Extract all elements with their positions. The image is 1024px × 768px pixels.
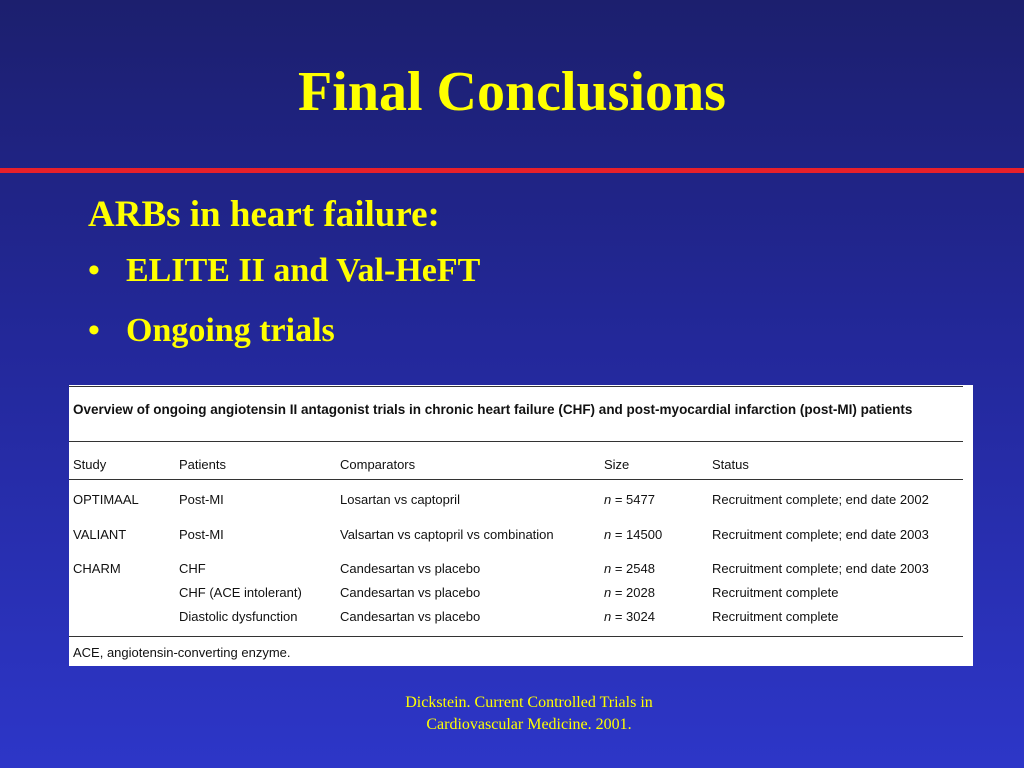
section-heading: ARBs in heart failure: bbox=[88, 194, 440, 235]
cell-size-n: n bbox=[604, 585, 612, 600]
cell-size-n: n bbox=[604, 561, 612, 576]
cell-size bbox=[604, 609, 655, 625]
cell-size-value: = 14500 bbox=[611, 527, 663, 542]
trials-table bbox=[69, 385, 973, 666]
table-footnote: ACE, angiotensin-converting enzyme. bbox=[73, 645, 291, 660]
cell-comparators: Candesartan vs placebo bbox=[340, 561, 481, 576]
cell-size-n: n bbox=[604, 609, 612, 624]
cell-study: OPTIMAAL bbox=[73, 492, 139, 507]
cell-patients: Post-MI bbox=[179, 492, 224, 507]
table-caption: Overview of ongoing angiotensin II antagonist trials in chronic heart failure (CHF) and post-myocardial infarction (post-MI) patients bbox=[73, 402, 913, 417]
cell-size bbox=[604, 585, 655, 601]
bullet-item bbox=[88, 250, 480, 292]
cell-study: CHARM bbox=[73, 561, 121, 576]
table-top-rule bbox=[69, 386, 963, 387]
cell-comparators: Candesartan vs placebo bbox=[340, 585, 481, 600]
bullet-text: Ongoing trials bbox=[126, 312, 335, 349]
cell-comparators: Candesartan vs placebo bbox=[340, 609, 481, 624]
cell-status: Recruitment complete; end date 2002 bbox=[712, 492, 929, 507]
bullet-marker: • bbox=[88, 252, 100, 289]
cell-size-value: = 2028 bbox=[611, 585, 655, 600]
title-divider bbox=[0, 168, 1024, 173]
cell-patients: CHF bbox=[179, 561, 206, 576]
citation-line: Cardiovascular Medicine. 2001. bbox=[426, 716, 632, 733]
cell-status: Recruitment complete; end date 2003 bbox=[712, 527, 929, 542]
cell-study: VALIANT bbox=[73, 527, 127, 542]
bullet-list bbox=[88, 250, 480, 370]
cell-size bbox=[604, 561, 655, 577]
table-bottom-rule bbox=[69, 636, 963, 637]
cell-size-n: n bbox=[604, 527, 612, 542]
table-header-rule bbox=[69, 479, 963, 480]
cell-size-value: = 5477 bbox=[611, 492, 655, 507]
cell-comparators: Valsartan vs captopril vs combination bbox=[340, 527, 554, 542]
bullet-item bbox=[88, 310, 480, 352]
header-patients: Patients bbox=[179, 457, 226, 472]
header-study: Study bbox=[73, 457, 107, 472]
citation bbox=[329, 692, 729, 736]
bullet-marker: • bbox=[88, 312, 100, 349]
cell-patients: Diastolic dysfunction bbox=[179, 609, 298, 624]
header-comparators: Comparators bbox=[340, 457, 416, 472]
cell-size-value: = 3024 bbox=[611, 609, 655, 624]
cell-status: Recruitment complete bbox=[712, 585, 839, 600]
cell-size-n: n bbox=[604, 492, 612, 507]
cell-size bbox=[604, 492, 655, 508]
cell-status: Recruitment complete bbox=[712, 609, 839, 624]
table-caption-rule bbox=[69, 441, 963, 442]
cell-size bbox=[604, 527, 662, 543]
header-size: Size bbox=[604, 457, 630, 472]
cell-patients: CHF (ACE intolerant) bbox=[179, 585, 302, 600]
citation-line: Dickstein. Current Controlled Trials in bbox=[405, 694, 653, 711]
bullet-text: ELITE II and Val-HeFT bbox=[126, 252, 481, 289]
cell-status: Recruitment complete; end date 2003 bbox=[712, 561, 929, 576]
slide-title: Final Conclusions bbox=[298, 61, 726, 123]
cell-comparators: Losartan vs captopril bbox=[340, 492, 460, 507]
cell-size-value: = 2548 bbox=[611, 561, 655, 576]
cell-patients: Post-MI bbox=[179, 527, 224, 542]
header-status: Status bbox=[712, 457, 749, 472]
